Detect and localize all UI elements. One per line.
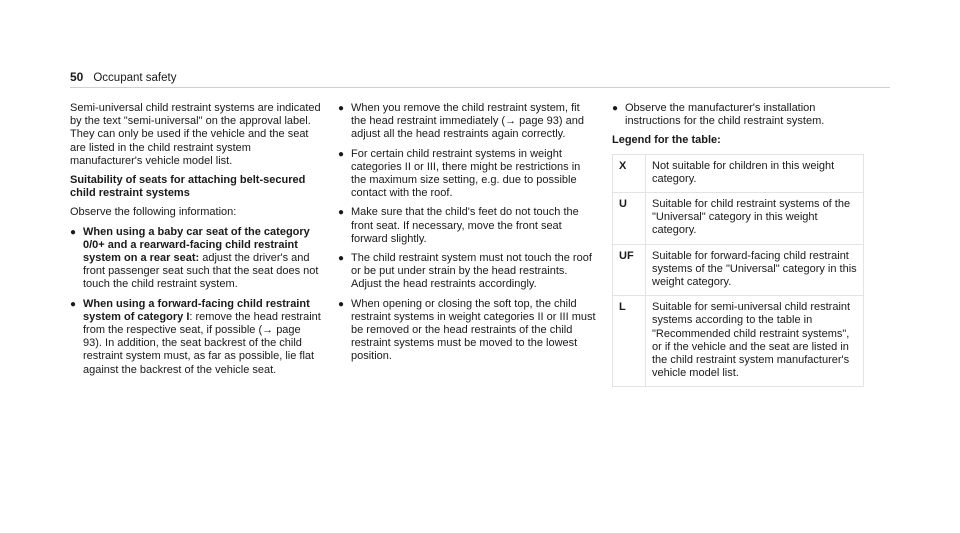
section-title: Occupant safety <box>93 72 177 84</box>
list-item <box>338 148 596 201</box>
list-item <box>338 102 596 142</box>
legend-description: Not suitable for children in this weight category. <box>646 154 864 192</box>
table-row <box>613 244 864 296</box>
column-left <box>70 102 322 383</box>
bullet-icon: ● <box>338 103 345 114</box>
bullet-list <box>338 102 596 364</box>
legend-description: Suitable for semi-universal child restraint systems according to the table in "Recommended child restraint systems", or if the vehicle and the seat are listed in the child restraint system manufacturer's vehicle model list. <box>646 296 864 387</box>
column-right <box>612 102 874 387</box>
page-number: 50 <box>70 70 84 84</box>
list-item-bold: When using a baby car seat of the category 0/0+ and a rearward-facing child restraint system on a rear seat: <box>83 225 310 265</box>
list-item-text: adjust the driver's and front passenger seat such that the seat does not touch the child restraint system. <box>83 252 319 291</box>
legend-code: L <box>613 296 646 387</box>
bullet-list <box>612 102 874 128</box>
page-header <box>70 70 176 84</box>
table-row <box>613 193 864 245</box>
legend-description: Suitable for child restraint systems of the "Universal" category in this weight category. <box>646 193 864 245</box>
legend-title: Legend for the table: <box>612 134 721 147</box>
list-item <box>338 298 596 364</box>
bullet-icon: ● <box>70 226 77 238</box>
legend-code: U <box>613 193 646 245</box>
list-item <box>612 102 874 128</box>
column-middle <box>338 102 596 370</box>
bullet-icon: ● <box>338 253 345 265</box>
bullet-icon: ● <box>338 298 345 310</box>
list-item-text: : remove the head restraint from the respective seat, if possible (→ page 93). In addition, the seat backrest of the child restraint system must, as far as possible, lie flat against the backrest of the vehicle seat. <box>83 310 321 376</box>
bullet-icon: ● <box>612 103 619 114</box>
intro-paragraph: Semi-universal child restraint systems are indicated by the text "semi-universal" on the approval label. They can only be used if the vehicle and the seat are listed in the child restraint system manufacturer's vehicle model list. <box>70 102 321 167</box>
observe-text: Observe the following information: <box>70 206 237 219</box>
table-row <box>613 296 864 387</box>
bullet-icon: ● <box>338 207 345 219</box>
list-item <box>338 252 596 292</box>
list-item-text: When opening or closing the soft top, the child restraint systems in weight categories II or III must be removed or the head restraints of the child restraint systems must be moved to the lowest position. <box>351 297 596 363</box>
list-item-text: Observe the manufacturer's installation instructions for the child restraint system. <box>625 102 825 128</box>
legend-code: X <box>613 154 646 192</box>
list-item-text: For certain child restraint systems in weight categories II or III, there might be restrictions in the maximum size setting, e.g. due to possible contact with the roof. <box>351 147 581 200</box>
list-item <box>70 298 322 377</box>
list-item <box>70 226 322 292</box>
legend-code: UF <box>613 244 646 296</box>
legend-description: Suitable for forward-facing child restraint systems of the "Universal" category in this weight category. <box>646 244 864 296</box>
table-row <box>613 154 864 192</box>
list-item-text: Make sure that the child's feet do not touch the front seat. If necessary, move the front seat forward slightly. <box>351 206 579 245</box>
bullet-list <box>70 226 322 377</box>
bullet-icon: ● <box>70 298 77 310</box>
legend-table <box>612 154 864 388</box>
header-divider <box>70 87 890 88</box>
list-item-text: When you remove the child restraint system, fit the head restraint immediately (→ page 93) and adjust all the head restraints again correctly. <box>351 102 584 141</box>
list-item-bold: When using a forward-facing child restraint system of category I <box>83 297 310 323</box>
list-item-text: The child restraint system must not touch the roof or be put under strain by the head restraints. Adjust the head restraints accordingly. <box>351 252 592 291</box>
bullet-icon: ● <box>338 148 345 160</box>
list-item <box>338 206 596 246</box>
subheading: Suitability of seats for attaching belt-secured child restraint systems <box>70 174 306 200</box>
